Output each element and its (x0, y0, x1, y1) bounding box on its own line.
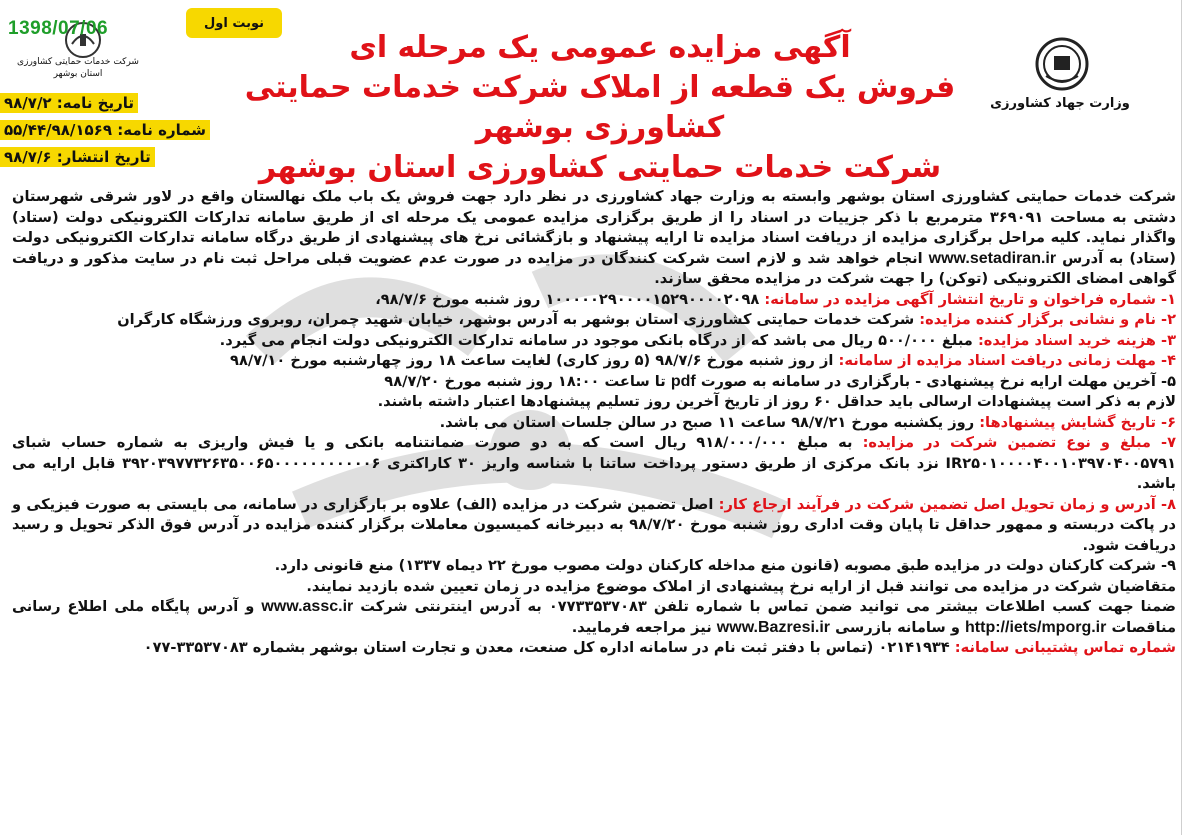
title-block (215, 28, 985, 188)
item-7-label: ۷- مبلغ و نوع تضمین شرکت در مزایده: (862, 434, 1176, 451)
item-1-label: ۱- شماره فراخوان و تاریخ انتشار آگهی مزایده در سامانه: (764, 290, 1176, 308)
assc-link[interactable]: www.assc.ir (261, 598, 354, 615)
item-3 (12, 331, 1176, 352)
stamp-date: 1398/07/06 (8, 18, 109, 39)
note-visit: متقاضیان شرکت در مزایده می توانند قبل از ارایه نرخ پیشنهادی از املاک موضوع مزایده در زمان تعیین شده بازدید نمایند. (306, 577, 1176, 595)
support-paragraph (12, 638, 1176, 659)
contact-text: ضمنا جهت کسب اطلاعات بیشتر می توانید ضمن تماس با شماره تلفن ۰۷۷۳۳۵۳۷۰۸۳ به آدرس اینترنتی شرکت (360, 598, 1176, 615)
contact-text-3: و سامانه بازرسی (835, 618, 960, 636)
item-6 (12, 413, 1176, 434)
publication-round-badge: نوبت اول (186, 8, 282, 38)
setadiran-link[interactable]: www.setadiran.ir (928, 249, 1057, 267)
item-3-text: مبلغ ۵۰۰/۰۰۰ ریال می باشد که از درگاه بانکی موجود در سامانه تدارکات الکترونیکی دولت انجام می گیرد. (219, 331, 973, 349)
item-8-label: ۸- آدرس و زمان تحویل اصل تضمین شرکت در فرآیند ارجاع کار: (718, 495, 1176, 513)
title-line-3: شرکت خدمات حمایتی کشاورزی استان بوشهر (258, 150, 942, 185)
item-2 (12, 310, 1176, 331)
announcement-body (12, 187, 1176, 659)
title-line-1: آگهی مزایده عمومی یک مرحله ای (349, 30, 851, 65)
contact-paragraph (12, 597, 1176, 638)
item-8-text: اصل تضمین شرکت در مزایده (الف) علاوه بر بارگزاری در سامانه، می بایستی به صورت فیزیکی و در پاکت دربسته و ممهور حداقل تا پایان وقت اداری روز شنبه مورخ ۹۸/۷/۲۰ به دبیرخانه کمیسیون معاملات برگزار کننده مزایده در آدرس فوق الذکر تحویل و رسید دریافت شود. (12, 495, 1176, 554)
contact-text-2: و آدرس پایگاه ملی اطلاع رسانی مناقصات (12, 598, 1176, 636)
letter-date: تاریخ نامه: ۹۸/۷/۲ (0, 93, 138, 113)
item-7-text: به مبلغ ۹۱۸/۰۰۰/۰۰۰ ریال است که به دو صورت ضمانتنامه بانکی و یا فیش واریزی به شماره حساب شبای IR۲۵۰۱۰۰۰۰۴۰۰۱۰۳۹۷۰۴۰۰۵۷۹۱ نزد بانک مرکزی از طریق دستور پرداخت ساتنا با شناسه واریز ۳۰ کاراکتری ۳۹۲۰۳۹۷۷۳۲۶۳۵۰۰۶۵۰۰۰۰۰۰۰۰۰۰۰۶ قابل ارایه می باشد. (12, 434, 1176, 492)
title-line-2: فروش یک قطعه از املاک شرکت خدمات حمایتی کشاورزی بوشهر (244, 70, 956, 145)
ministry-name: وزارت جهاد کشاورزی (990, 96, 1130, 111)
item-5 (12, 372, 1176, 393)
item-4-label: ۴- مهلت زمانی دریافت اسناد مزایده از سامانه: (838, 352, 1176, 369)
item-9: ۹- شرکت کارکنان دولت در مزایده طبق مصوبه (قانون منع مداخله کارکنان دولت مصوب مورخ ۲۲ دیماه ۱۳۳۷) منع قانونی دارد. (274, 557, 1176, 574)
intro-end-text: انجام خواهد شد و لازم است شرکت کنندگان در مزایده در صورت عدم عضویت قبلی مراحل ثبت نام در سایت مذکور و دریافت گواهی امضای الکترونیکی (توکن) را جهت شرکت در مزایده محقق سازند. (12, 249, 1176, 287)
item-5-pdf: pdf (670, 372, 696, 390)
intro-text: شرکت خدمات حمایتی کشاورزی استان بوشهر وابسته به وزارت جهاد کشاورزی در نظر دارد جهت فروش یک باب ملک نهالستان واقع در لاور شرقی شهرستان دشتی به مساحت ۳۶۹۰۹۱ مترمربع با ذکر جزییات در اسناد را از طریق برگزاری مزایده عمومی یک مرحله ای از طریق سامانه تدارکات الکترونیکی دولت (ستاد) واگذار نماید. کلیه مراحل برگزاری مزایده از دریافت اسناد مزایده تا ارایه پیشنهاد و بازگشائی نرخ های پیشنهادی از طریق درگاه سامانه تدارکات الکترونیکی دولت (ستاد) به آدرس (12, 188, 1176, 267)
bazresi-link[interactable]: www.Bazresi.ir (716, 618, 831, 636)
support-label: شماره تماس پشتیبانی سامانه: (954, 639, 1176, 656)
item-6-text: روز یکشنبه مورخ ۹۸/۷/۲۱ ساعت ۱۱ صبح در سالن جلسات استان می باشد. (439, 413, 975, 431)
item-5-text: ۵- آخرین مهلت ارایه نرخ پیشنهادی - بارگزاری در سامانه به صورت (700, 372, 1176, 390)
left-company-name: شرکت خدمات حمایتی کشاورزی استان بوشهر (17, 57, 139, 79)
item-8 (12, 495, 1176, 557)
item-1-text: ۱۰۰۰۰۰۲۹۰۰۰۰۱۵۲۹۰۰۰۰۲۰۹۸ روز شنبه مورخ ۹۸/۷/۶، (375, 290, 760, 308)
item-5-end: تا ساعت ۱۸:۰۰ روز شنبه مورخ ۹۸/۷/۲۰ (384, 372, 666, 390)
support-text: ۰۲۱۴۱۹۳۴ (تماس با دفتر ثبت نام در سامانه اداره کل صنعت، معدن و تجارت استان بوشهر بشماره ۳۳۵۳۷۰۸۳-۰۷۷ (143, 639, 950, 656)
publish-date: تاریخ انتشار: ۹۸/۷/۶ (0, 147, 155, 167)
iets-link[interactable]: http://iets/mporg.ir (965, 618, 1107, 636)
item-2-label: ۲- نام و نشانی برگزار کننده مزایده: (919, 311, 1176, 328)
contact-end: نیز مراجعه فرمایید. (571, 618, 712, 636)
item-2-text: شرکت خدمات حمایتی کشاورزی استان بوشهر به آدرس بوشهر، خیابان شهید چمران، روبروی ورزشگاه کارگران (117, 311, 915, 328)
letter-number: شماره نامه: ۵۵/۴۴/۹۸/۱۵۶۹ (0, 120, 210, 140)
note-validity: لازم به ذکر است پیشنهادات ارسالی باید حداقل ۶۰ روز از تاریخ آخرین روز تسلیم پیشنهادها اعتبار داشته باشند. (377, 393, 1176, 410)
ministry-logo-icon (1030, 36, 1094, 92)
item-1 (12, 290, 1176, 311)
item-4 (12, 351, 1176, 372)
item-3-label: ۳- هزینه خرید اسناد مزایده: (977, 331, 1176, 349)
right-border (1181, 0, 1182, 835)
item-7 (12, 433, 1176, 495)
intro-paragraph (12, 187, 1176, 290)
item-6-label: ۶- تاریخ گشایش پیشنهادها: (979, 413, 1176, 431)
item-4-text: از روز شنبه مورخ ۹۸/۷/۶ (۵ روز کاری) لغایت ساعت ۱۸ روز چهارشنبه مورخ ۹۸/۷/۱۰ (230, 352, 834, 369)
